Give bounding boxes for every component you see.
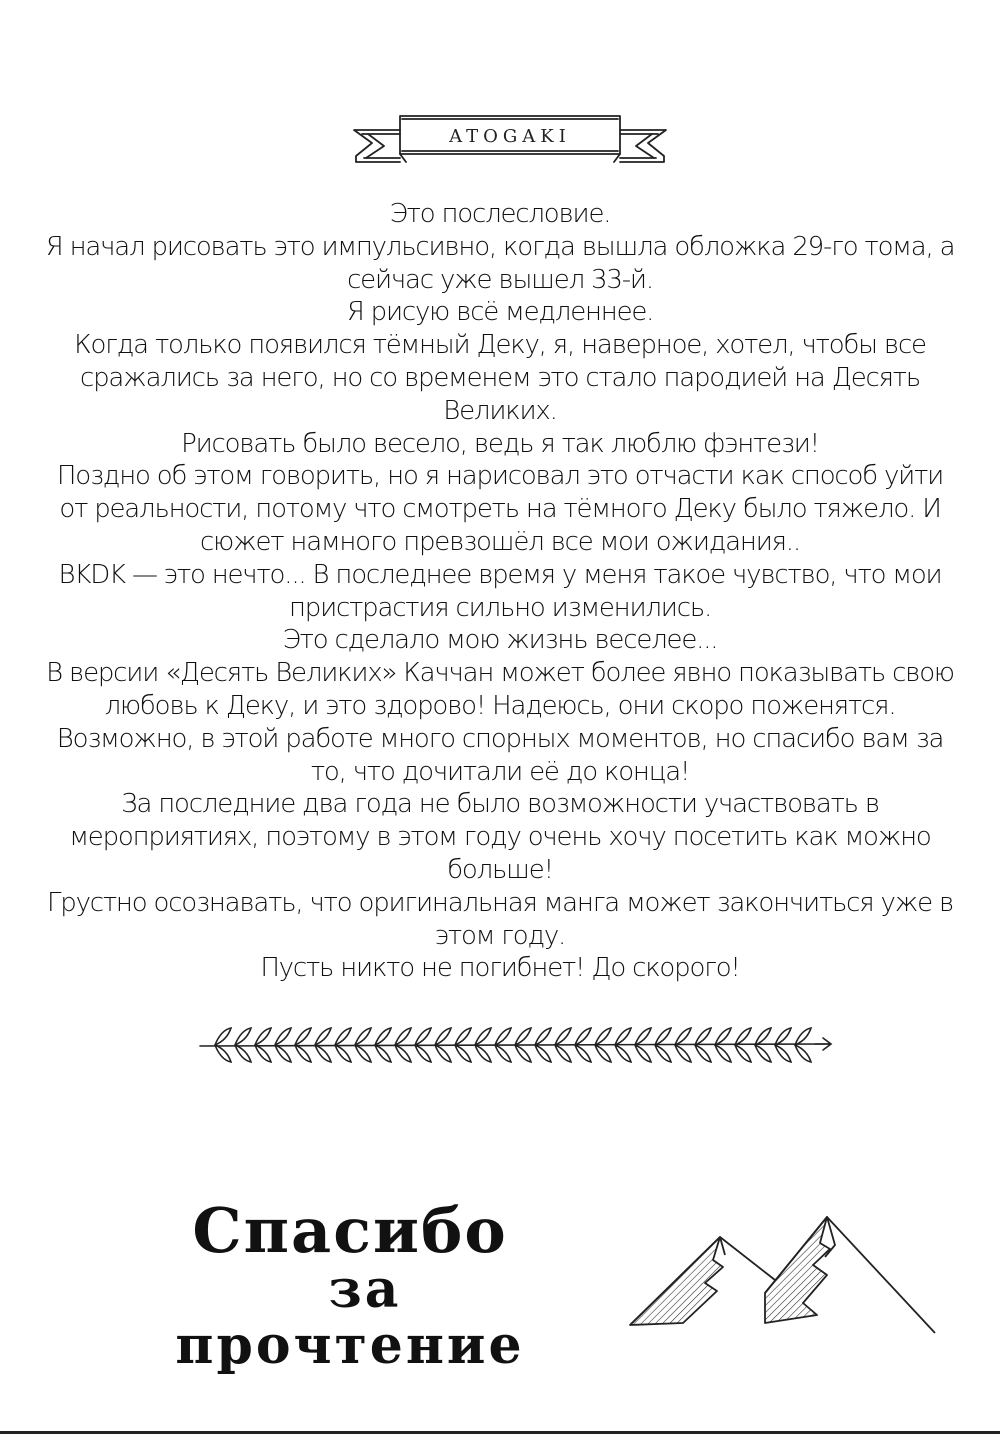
afterword-text [40,198,960,985]
mountains-illustration [625,1205,945,1345]
vine-divider [195,1020,835,1070]
mountains-icon [625,1205,945,1345]
banner-title: ATOGAKI [449,126,571,147]
thanks-line-2: за [328,1259,402,1320]
paragraph: Когда только появился тёмный Деку, я, наверное, хотел, чтобы все сражались за него, но со временем это стало пародией на Десять Великих. [74,330,926,426]
paragraph: За последние два года не было возможности участвовать в мероприятиях, поэтому в этом году очень хочу посетить как можно больше! [69,789,931,885]
paragraph: В версии «Десять Великих» Каччан может более явно показывать свою любовь к Деку, и это здорово! Надеюсь, они скоро поженятся. [46,658,954,721]
paragraph: Я рисую всё медленнее. [346,297,654,328]
paragraph: Поздно об этом говорить, но я нарисовал это отчасти как способ уйти от реальности, потому что смотреть на тёмного Деку было тяжело. И сюжет намного превзошёл все мои ожидания.. [56,461,944,557]
paragraph: Это послесловие. [389,199,611,229]
paragraph: Пусть никто не погибнет! До скорого! [260,953,740,984]
paragraph: Грустно осознавать, что оригинальная манга может закончиться уже в этом году. [46,887,954,951]
thanks-line-1: Спасибо [192,1194,508,1267]
paragraph: Возможно, в этой работе много спорных моментов, но спасибо вам за то, что дочитали её до конца! [56,723,944,787]
thanks-title [120,1194,580,1376]
laurel-vine-icon [195,1020,835,1070]
ribbon-banner [350,110,670,180]
thanks-line-3: прочтение [175,1315,525,1376]
paragraph: Это сделало мою жизнь веселее... [282,625,718,656]
paragraph: BKDK — это нечто... В последнее время у меня такое чувство, что мои пристрастия сильно изменились. [58,559,942,623]
paragraph: Рисовать было весело, ведь я так люблю фэнтези! [181,428,819,459]
bottom-rule [0,1431,1000,1434]
paragraph: Я начал рисовать это импульсивно, когда вышла обложка 29-го тома, а сейчас уже вышел 33-й. [45,231,955,295]
